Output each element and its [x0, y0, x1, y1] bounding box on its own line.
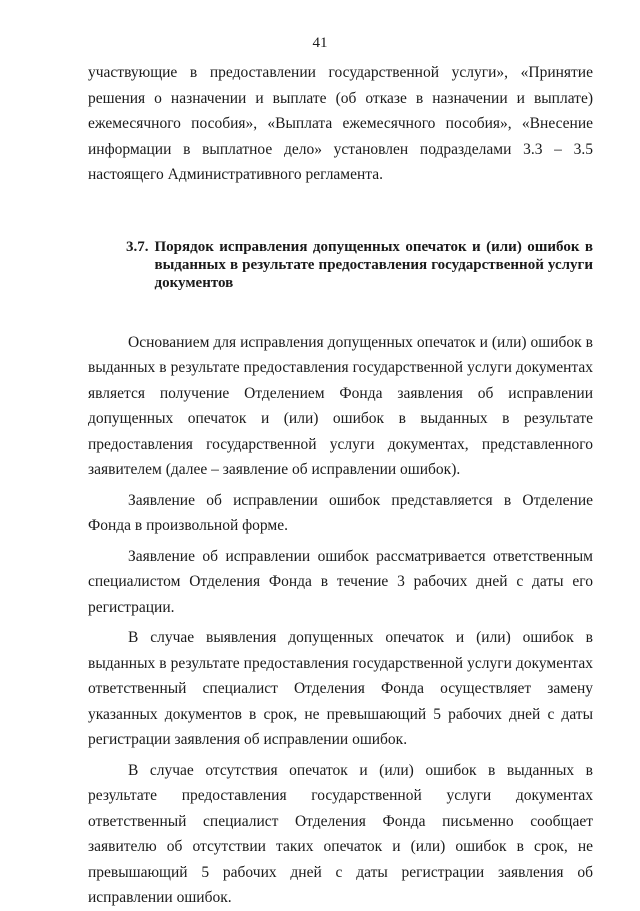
- paragraph-basis: Основанием для исправления допущенных опечаток и (или) ошибок в выданных в результате предоставления государственной услуги документах является получение Отделением Фонда заявления об исправлении допущенных опечаток и (или) ошибок в выданных в результате предоставления государственной услуги документах, представленного заявителем (далее – заявление об исправлении ошибок).: [88, 333, 593, 478]
- paragraph-errors-found: В случае выявления допущенных опечаток и (или) ошибок в выданных в результате предоставления государственной услуги документах ответственный специалист Отделения Фонда осуществляет замену указанных документов в срок, не превышающий 5 рабочих дней с даты регистрации заявления об исправлении ошибок.: [88, 629, 593, 748]
- document-body: [88, 60, 593, 911]
- paragraph-submission: Заявление об исправлении ошибок представляется в Отделение Фонда в произвольной форме.: [88, 491, 593, 534]
- section-title: Порядок исправления допущенных опечаток и (или) ошибок в выданных в результате предоставления государственной услуги документов: [154, 238, 593, 291]
- section-number: 3.7.: [126, 238, 149, 255]
- paragraph-no-errors: В случае отсутствия опечаток и (или) ошибок в выданных в результате предоставления государственной услуги документах ответственный специалист Отделения Фонда письменно сообщает заявителю об отсутствии таких опечаток и (или) ошибок в срок, не превышающий 5 рабочих дней с даты регистрации заявления об исправлении ошибок.: [88, 761, 593, 906]
- section-heading: [126, 238, 593, 292]
- intro-paragraph: участвующие в предоставлении государственной услуги», «Принятие решения о назначении и выплате (об отказе в назначении и выплате) ежемесячного пособия», «Выплата ежемесячного пособия», «Внесение информации в выплатное дело» установлен подразделами 3.3 – 3.5 настоящего Административного регламента.: [88, 64, 593, 183]
- page-number: 41: [312, 35, 328, 51]
- paragraph-review-term: Заявление об исправлении ошибок рассматривается ответственным специалистом Отделения Фонда в течение 3 рабочих дней с даты его регистрации.: [88, 547, 593, 616]
